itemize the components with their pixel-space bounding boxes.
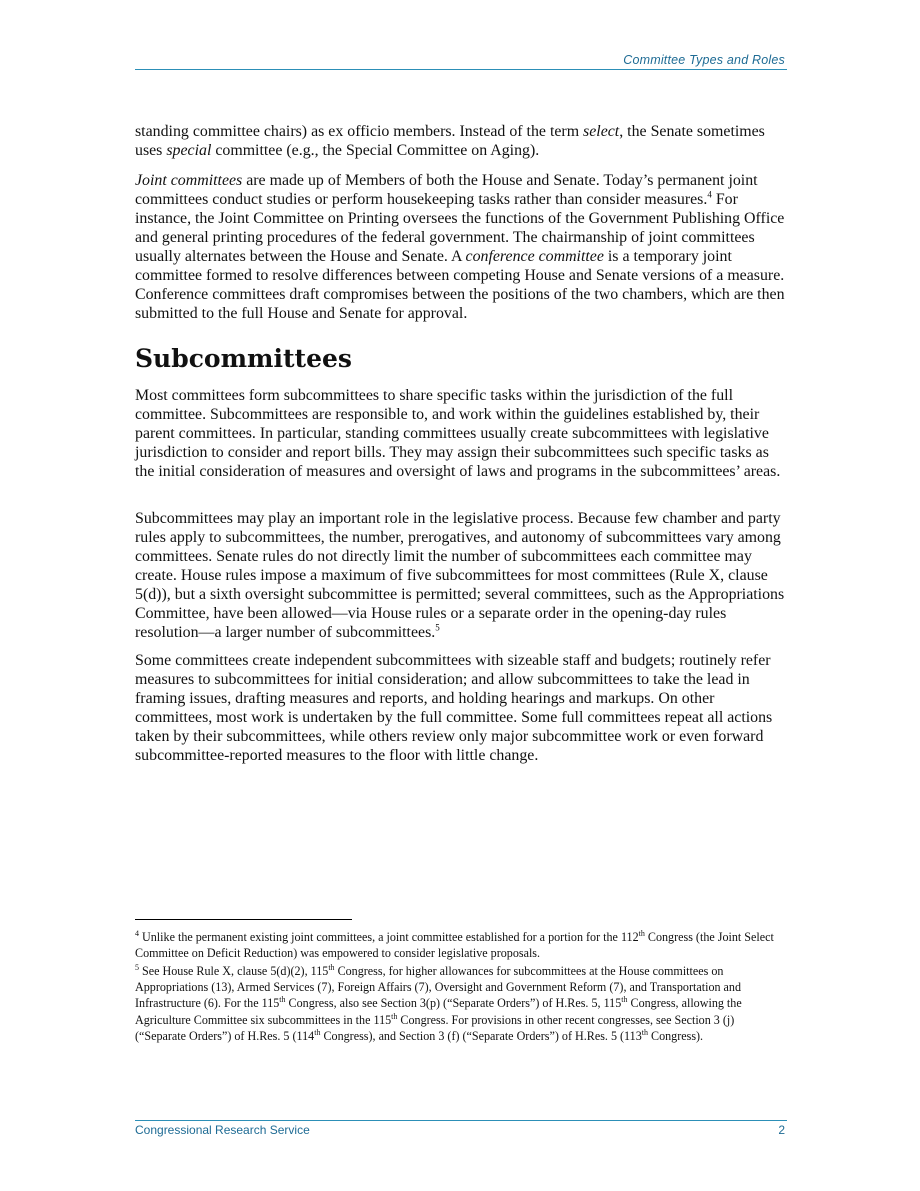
ordinal-suffix: th [328,962,335,972]
text-run: Congress (the Joint Select Committee on Deficit Reduction) was empowered to consider legislative proposals. [135,930,774,961]
footer-publisher: Congressional Research Service [135,1123,310,1137]
ordinal-suffix: th [621,995,628,1005]
text-run: committee (e.g., the Special Committee on Aging). [211,142,540,159]
text-run: Congress, for higher allowances for subcommittees at the House committees on Appropriations (13), Armed Services (7), Foreign Affairs (7), Oversight and Government Reform (7), and Transportation and Infrastructure (6). For the 115 [135,964,742,1011]
ordinal-suffix: th [641,1027,648,1037]
paragraph-ex-officio [135,122,787,160]
footnote-divider [135,919,352,920]
footnote-5 [135,963,787,1044]
footnote-4 [135,929,787,961]
text-run: , the Senate sometimes uses [135,123,765,159]
emphasis-conference-committee: conference committee [465,248,604,265]
footnote-number: 5 [135,962,139,972]
text-run: For instance, the Joint Committee on Printing oversees the functions of the Government Publishing Office and general printing procedures of the federal government. The chairmanship of joint committees usually alternates between the House and Senate. A [135,191,785,265]
text-run: Congress), and Section 3 (f) (“Separate Orders”) of H.Res. 5 (113 [320,1028,642,1043]
paragraph-independent-subcommittees [135,651,787,765]
paragraph-subcommittee-role [135,509,787,642]
text-run: standing committee chairs) as ex officio members. Instead of the term [135,123,584,140]
text-run: Congress, allowing the Agriculture Committee six subcommittees in the 115 [135,996,742,1027]
header-divider [135,69,787,70]
text-run: See House Rule X, clause 5(d)(2), 115 [139,964,329,978]
text-run: Congress, also see Section 3(p) (“Separate Orders”) of H.Res. 5, 115 [285,996,622,1011]
text-run: Unlike the permanent existing joint committees, a joint committee established for a portion for the 112 [139,930,639,944]
text-run: Some committees create independent subcommittees with sizeable staff and budgets; routinely refer measures to subcommittees for initial consideration; and allow subcommittees to take the lead in framing issues, drafting measures and reports, and holding hearings and markups. On other committees, most work is undertaken by the full committee. Some full committees repeat all actions taken by their subcommittees, while others review only major subcommittee work or even forward subcommittee-reported measures to the floor with little change. [135,652,773,764]
page-number: 2 [778,1123,785,1137]
text-run: Congress). [647,1028,704,1043]
footnote-number: 4 [135,928,139,938]
section-heading-subcommittees: Subcommittees [135,344,352,373]
text-run: Subcommittees may play an important role in the legislative process. Because few chamber and party rules apply to subcommittees, the number, prerogatives, and autonomy of subcommittees vary among committees. Senate rules do not directly limit the number of subcommittees each committee may create. House rules impose a maximum of five subcommittees for most committees (Rule X, clause 5(d)), but a sixth oversight subcommittee is permitted; several committees, such as the Appropriations Committee, have been allowed—via House rules or a separate order in the opening-day rules resolution—a larger number of subcommittees. [135,510,785,641]
footnote-ref-4[interactable]: 4 [707,189,712,200]
paragraph-subcommittees-intro [135,386,787,481]
text-run: Congress. For provisions in other recent congresses, see Section 3 (j) (“Separate Orders”) of H.Res. 5 (114 [135,1012,735,1043]
text-run: are made up of Members of both the House and Senate. Today’s permanent joint committees conduct studies or perform housekeeping tasks rather than consider measures. [135,172,758,208]
ordinal-suffix: th [279,995,286,1005]
footer-divider [135,1120,787,1121]
emphasis-special: special [166,142,212,159]
ordinal-suffix: th [638,928,645,938]
paragraph-joint-committees [135,171,787,323]
ordinal-suffix: th [314,1027,321,1037]
emphasis-select: select [583,123,620,140]
footnote-ref-5[interactable]: 5 [435,622,440,633]
running-header-title: Committee Types and Roles [623,53,785,67]
text-run: Most committees form subcommittees to share specific tasks within the jurisdiction of the full committee. Subcommittees are responsible to, and work within the guidelines established by, their parent committees. In particular, standing committees usually create subcommittees with legislative jurisdiction to consider and report bills. They may assign their subcommittees such specific tasks as the initial consideration of measures and oversight of laws and programs in the subcommittees’ areas. [135,387,781,480]
emphasis-joint-committees: Joint committees [135,172,243,189]
ordinal-suffix: th [391,1011,398,1021]
text-run: is a temporary joint committee formed to resolve differences between competing House and Senate versions of a measure. Conference committees draft compromises between the positions of the two chambers, which are then submitted to the full House and Senate for approval. [135,248,785,322]
